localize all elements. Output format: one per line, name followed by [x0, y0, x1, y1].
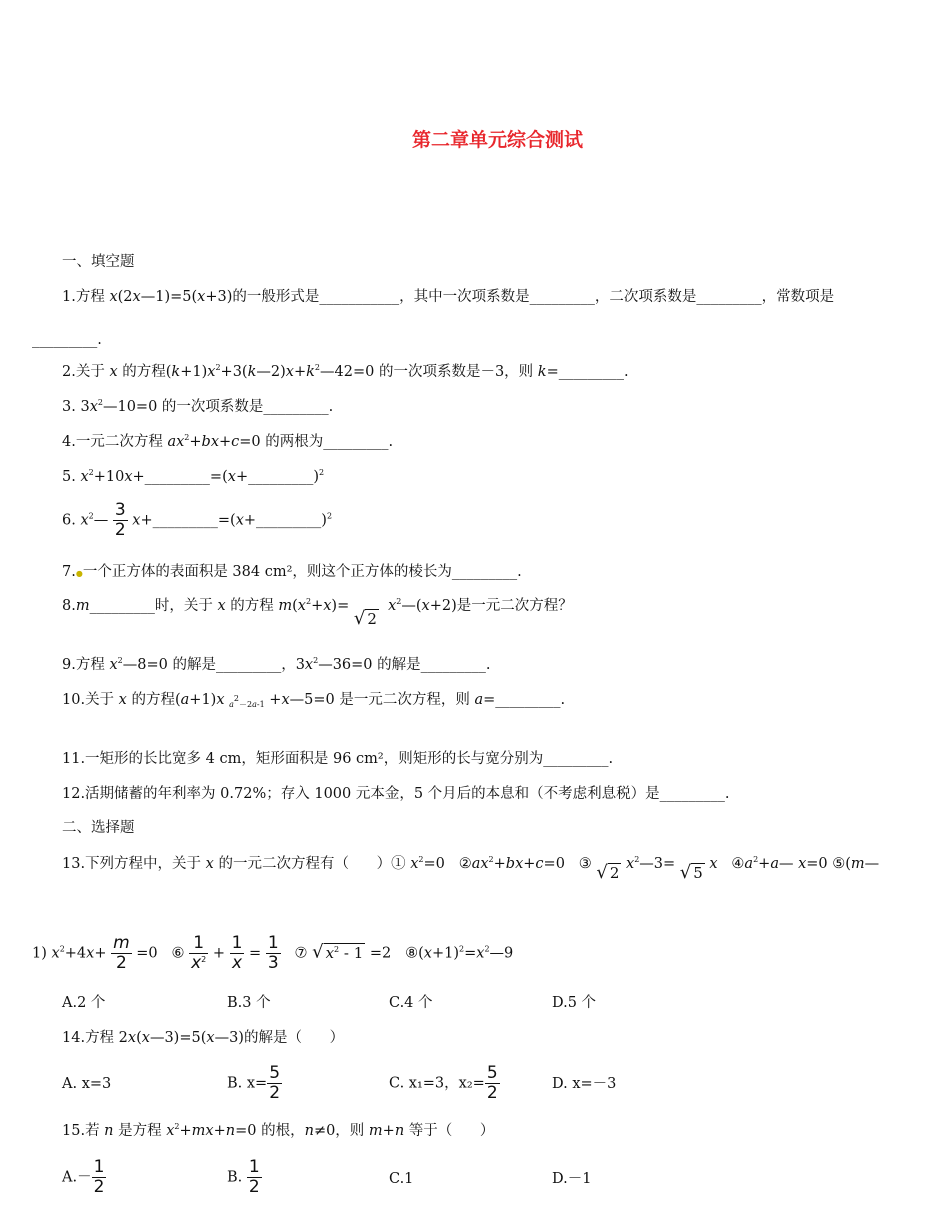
- q15-option-b[interactable]: B. $\frac{1}{2}$: [227, 1157, 260, 1197]
- question-3: 3. $3x^2—10=0$ 的一次项系数是_________.: [62, 398, 334, 415]
- question-2: 2.关于 x 的方程$(k+1)x^2+3(k—2)x+k^2—42=0$ 的一次项系数是－3，则 k=_________.: [62, 363, 629, 380]
- question-13-cont: 1) $x^2+4x+$ $\frac{m}{2}$ =0 ⑥ $\frac{1}{x^2}$ + $\frac{1}{x}$ = $\frac{1}{3}$ ⑦ √ $x^2 - 1 =2$ $⑧(x+1)^2=x^2—9$: [32, 933, 514, 973]
- section-fill-heading: 一、填空题: [62, 254, 135, 270]
- question-14: 14.方程 2x(x—3)=5(x—3)的解是（ ）: [62, 1030, 345, 1046]
- question-5: 5. $x^2+10x+\_\_\_\_\_\_\_\_\_=(x+\_\_\_\_\_\_\_\_\_)^2$: [62, 468, 325, 485]
- q13-option-b[interactable]: B.3 个: [227, 995, 271, 1011]
- fraction-3-2: $\frac{3}{2}$: [114, 500, 126, 540]
- q13-option-d[interactable]: D.5 个: [552, 995, 597, 1011]
- q13-option-c[interactable]: C.4 个: [389, 995, 433, 1011]
- question-7: 7.●一个正方体的表面积是 384 cm²，则这个正方体的棱长为_________.: [62, 564, 522, 580]
- q13-option-a[interactable]: A.2 个: [62, 995, 106, 1011]
- q15-option-a[interactable]: A.－ $\frac{1}{2}$: [62, 1157, 105, 1197]
- question-1-cont: _________.: [32, 332, 102, 348]
- question-11: 11.一矩形的长比宽多 4 cm，矩形面积是 96 cm²，则矩形的长与宽分别为_________.: [62, 751, 614, 767]
- question-13: 13.下列方程中，关于 x 的一元二次方程有（ ）① $x^2=0$ $②ax^2+bx+c=0$ ③ √ 2 $x^2—3=$ √ 5 x $④a^2+a—$ x=0 ⑤(m—: [62, 855, 880, 883]
- question-6: 6. $x^2—$ $\frac{3}{2}$ x+_________=(x+_________)$^2$: [62, 500, 333, 540]
- q14-option-b[interactable]: B. x= $\frac{5}{2}$: [227, 1063, 281, 1103]
- page-title: 第二章单元综合测试: [411, 129, 583, 151]
- question-4: 4.一元二次方程 $ax^2+bx+c=0$ 的两根为_________.: [62, 433, 394, 450]
- question-10: 10.关于 x 的方程(a+1)x $_{a^2-2a-1}$ +x—5=0 是一元二次方程，则 a=_________.: [62, 692, 566, 709]
- question-12: 12.活期储蓄的年利率为 0.72%；存入 1000 元本金，5 个月后的本息和（不考虑利息税）是_________.: [62, 786, 730, 802]
- q14-option-d[interactable]: D. x=－3: [552, 1076, 617, 1092]
- q15-option-d[interactable]: D.－1: [552, 1171, 592, 1187]
- question-1: 1.方程 x(2x—1)=5(x+3)的一般形式是___________，其中一次项系数是_________，二次项系数是_________，常数项是: [62, 289, 835, 305]
- question-8: 8.m_________时，关于 x 的方程 $m(x^2+x)=$ √ 2 $x^2—(x+2)$是一元二次方程？: [62, 597, 573, 629]
- section-choice-heading: 二、选择题: [62, 820, 135, 836]
- q15-option-c[interactable]: C.1: [389, 1171, 414, 1187]
- q14-option-a[interactable]: A. x=3: [62, 1076, 112, 1092]
- q14-option-c[interactable]: C. x₁=3，x₂= $\frac{5}{2}$: [389, 1063, 498, 1103]
- question-9: 9.方程 $x^2—8=0$ 的解是_________，$3x^2—36=0$ 的解是_________.: [62, 656, 491, 673]
- question-15: 15.若 n 是方程 $x^2+mx+n=0$ 的根，n≠0，则 m+n 等于（ ）: [62, 1122, 495, 1139]
